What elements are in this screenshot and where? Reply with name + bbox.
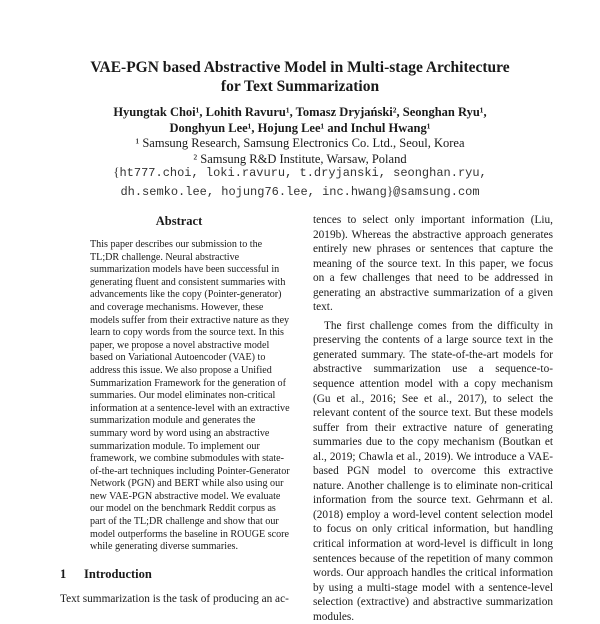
paper-title [60,58,540,96]
author-list [60,104,540,136]
email-list-1: ht777.choi, loki.ravuru, t.dryjanski, seonghan.ryu, [119,166,487,180]
email-brace-close: } [386,183,394,198]
right-column [313,213,553,624]
title-line-1: VAE-PGN based Abstractive Model in Multi-stage Architecture [90,59,510,76]
affiliation-1: ¹ Samsung Research, Samsung Electronics Co. Ltd., Seoul, Korea [135,136,465,150]
intro-paragraph-continued: tences to select only important information (Liu, 2019b). Whereas the abstractive approach generates entirely new phrases or sentences that capture the meaning of the source text. In this paper, we focus on a few challenges that need to be addressed in generating an abstractive summarization of a given text. [313,214,553,314]
affiliation-2: ² Samsung R&D Institute, Warsaw, Poland [193,152,407,166]
email-domain: @samsung.com [393,185,480,199]
authors-line-2: Donghyun Lee¹, Hojung Lee¹ and Inchul Hwang¹ [169,121,431,135]
left-column [60,213,298,606]
section-number: 1 [60,566,67,581]
abstract-text: This paper describes our submission to the TL;DR challenge. Neural abstractive summarization models have been successful in generating fluent and consistent summaries with advancements like the copy (Pointer-generator) and coverage mechanisms. However, these models suffer from their extractive nature as they learn to copy words from the source text. In this paper, we propose a novel abstractive model based on Variational Autoencoder (VAE) to address this issue. We also propose a Unified Summarization Framework for the generation of summaries. Our model eliminates non-critical information at a sentence-level with an extractive summarization module and generates the summary word by word using an abstractive summarization module. To implement our framework, we combine submodules with state-of-the-art techniques including Pointer-Generator Network (PGN) and BERT while also using our new VAE-PGN abstractive model. We evaluate our model on the benchmark Reddit corpus as part of the TL;DR challenge and show that our model outperforms the baseline in ROUGE score while generating diverse summaries. [90,239,290,553]
intro-paragraph-challenges: The first challenge comes from the difficulty in preserving the contents of a large source text in the generated summary. The state-of-the-art models for abstractive summarization use a sequence-to-sequence attention model with a copy mechanism (Gu et al., 2016; See et al., 2017), to select the relevant content of the source text. But these models suffer from their extractive nature of generating summaries due to the copy mechanism (Boutkan et al., 2019; Chawla et al., 2019). We introduce a VAE-based PGN model to overcome this extractive nature. Another challenge is to eliminate non-critical information from the source text. Gehrmann et al. (2018) employ a word-level content selection model to focus on only critical information, but handling critical information at word-level is difficult in long sentences because of the repetition of many common words. Our approach handles the critical information by using a multi-stage model with a sentence-level selection (extractive) and abstractive summarization modules. [313,319,553,623]
introduction-first-line: Text summarization is the task of producing an ac- [60,592,289,605]
email-line-1 [40,163,560,182]
introduction-heading [60,566,298,582]
email-line-2 [40,182,560,201]
email-list-2: dh.semko.lee, hojung76.lee, inc.hwang [120,185,387,199]
abstract-heading: Abstract [155,214,203,228]
authors-line-1: Hyungtak Choi¹, Lohith Ravuru¹, Tomasz Dryjański², Seonghan Ryu¹, [113,105,487,119]
email-brace-open: { [113,164,120,179]
section-title: Introduction [84,566,152,581]
author-emails [40,163,560,201]
title-line-2: for Text Summarization [220,78,380,95]
